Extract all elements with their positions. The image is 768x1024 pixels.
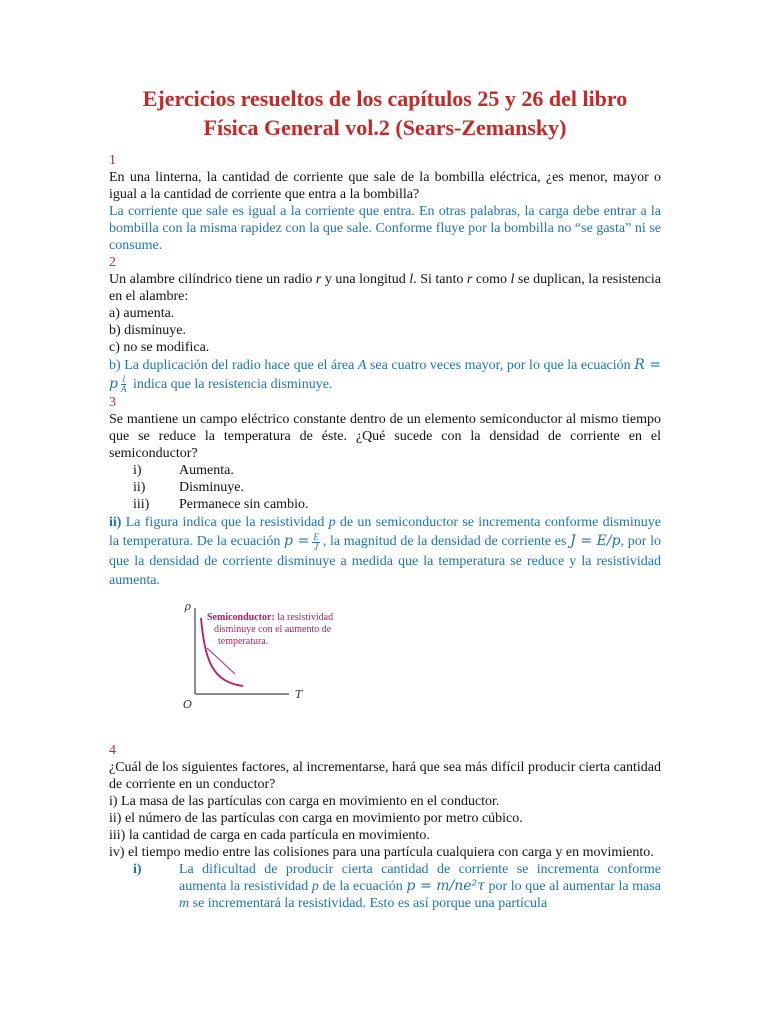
option-2a: a) aumenta. [109, 306, 175, 321]
label-pointer [207, 648, 235, 674]
question-1-text: En una linterna, la cantidad de corriente que sale de la bombilla eléctrica, ¿es menor, mayor o igual a la cantidad de corriente que entra a la bombilla? [109, 170, 661, 202]
figure-label-line-2: disminuye con el aumento de [214, 623, 332, 635]
equation-current-density: J = E/p [570, 533, 621, 550]
figure-label-line-3: temperatura. [218, 635, 269, 647]
option-2c: c) no se modifica. [109, 340, 210, 355]
question-number-4: 4 [109, 742, 116, 758]
question-number-2: 2 [109, 255, 116, 270]
resistivity-diagram [147, 600, 387, 712]
title-line-2: Física General vol.2 (Sears-Zemansky) [203, 115, 567, 140]
answer-2-text: b) La duplicación del radio hace que el área A sea cuatro veces mayor, por lo que la ecuación R = p $\frac{l}{A}$ indica que la resistencia disminuye. [109, 357, 661, 395]
x-axis-label: T [295, 687, 303, 701]
answer-4-text: La dificultad de producir cierta cantidad de corriente se incrementa conforme aumenta la resistividad p de la ecuación p = m/ne²τ por lo que al aumentar la masa m se incrementará la resistividad. Esto es así porque una partícula [179, 861, 661, 911]
title-line-1: Ejercicios resueltos de los capítulos 25 y 26 del libro [142, 86, 628, 111]
equation-resistivity-mass: p = m/ne²τ [406, 877, 485, 894]
question-4-text: ¿Cuál de los siguientes factores, al incrementarse, hará que sea más difícil producir cierta cantidad de corriente en un conductor? [109, 759, 661, 792]
equation-resistivity: p = [284, 533, 310, 550]
option-3-iii: iii) Permanece sin cambio. [133, 497, 309, 513]
question-3-text: Se mantiene un campo eléctrico constante dentro de un elemento semiconductor al mismo tiempo que se reduce la temperatura de éste. ¿Qué sucede con la densidad de corriente en el semiconductor? [109, 412, 661, 462]
option-4-iv: iv) el tiempo medio entre las colisiones para una partícula cualquiera con carga y en movimiento. [109, 844, 654, 860]
question-number-1: 1 [109, 153, 116, 168]
option-2b: b) disminuye. [109, 323, 186, 338]
option-4-iii: iii) la cantidad de carga en cada partícula en movimiento. [109, 827, 430, 843]
figure-label-line-1: Semiconductor: la resistividad [207, 611, 334, 623]
answer-3-text: ii) La figura indica que la resistividad p de un semiconductor se incrementa conforme disminuye la temperatura. De la ecuación p = $\frac{E}{J}$ , la magnitud de la densidad de corriente es J = E/p, por lo que la densidad de corriente disminuye a medida que la temperatura se reduce y la resistividad aumenta. [109, 515, 661, 588]
fraction-l-over-a: $\frac{l}{A}$ [120, 374, 127, 395]
option-3-i: i) Aumenta. [133, 463, 234, 479]
resistivity-figure [147, 600, 387, 712]
question-number-3: 3 [109, 395, 116, 411]
fraction-e-over-j: $\frac{E}{J}$ [313, 531, 319, 552]
y-axis-label: ρ [184, 599, 191, 613]
answer-1-text: La corriente que sale es igual a la corriente que entra. En otras palabras, la carga debe entrar a la bombilla con la misma rapidez con la que sale. Conforme fluye por la bombilla no “se gasta” ni se consume. [109, 204, 661, 253]
document-page [109, 84, 661, 912]
answer-4 [109, 861, 661, 912]
origin-label: O [183, 697, 193, 711]
answer-4-label: i) [133, 861, 142, 877]
option-4-ii: ii) el número de las partículas con carga en movimiento por metro cúbico. [109, 810, 523, 826]
option-4-i: i) La masa de las partículas con carga en movimiento en el conductor. [109, 793, 500, 809]
equation-resistance: R = p [109, 357, 661, 392]
question-2-text: Un alambre cilíndrico tiene un radio r y una longitud l. Si tanto r como l se duplican, la resistencia en el alambre: [109, 272, 661, 304]
document-title [109, 84, 661, 142]
option-3-ii: ii) Disminuye. [133, 480, 244, 496]
